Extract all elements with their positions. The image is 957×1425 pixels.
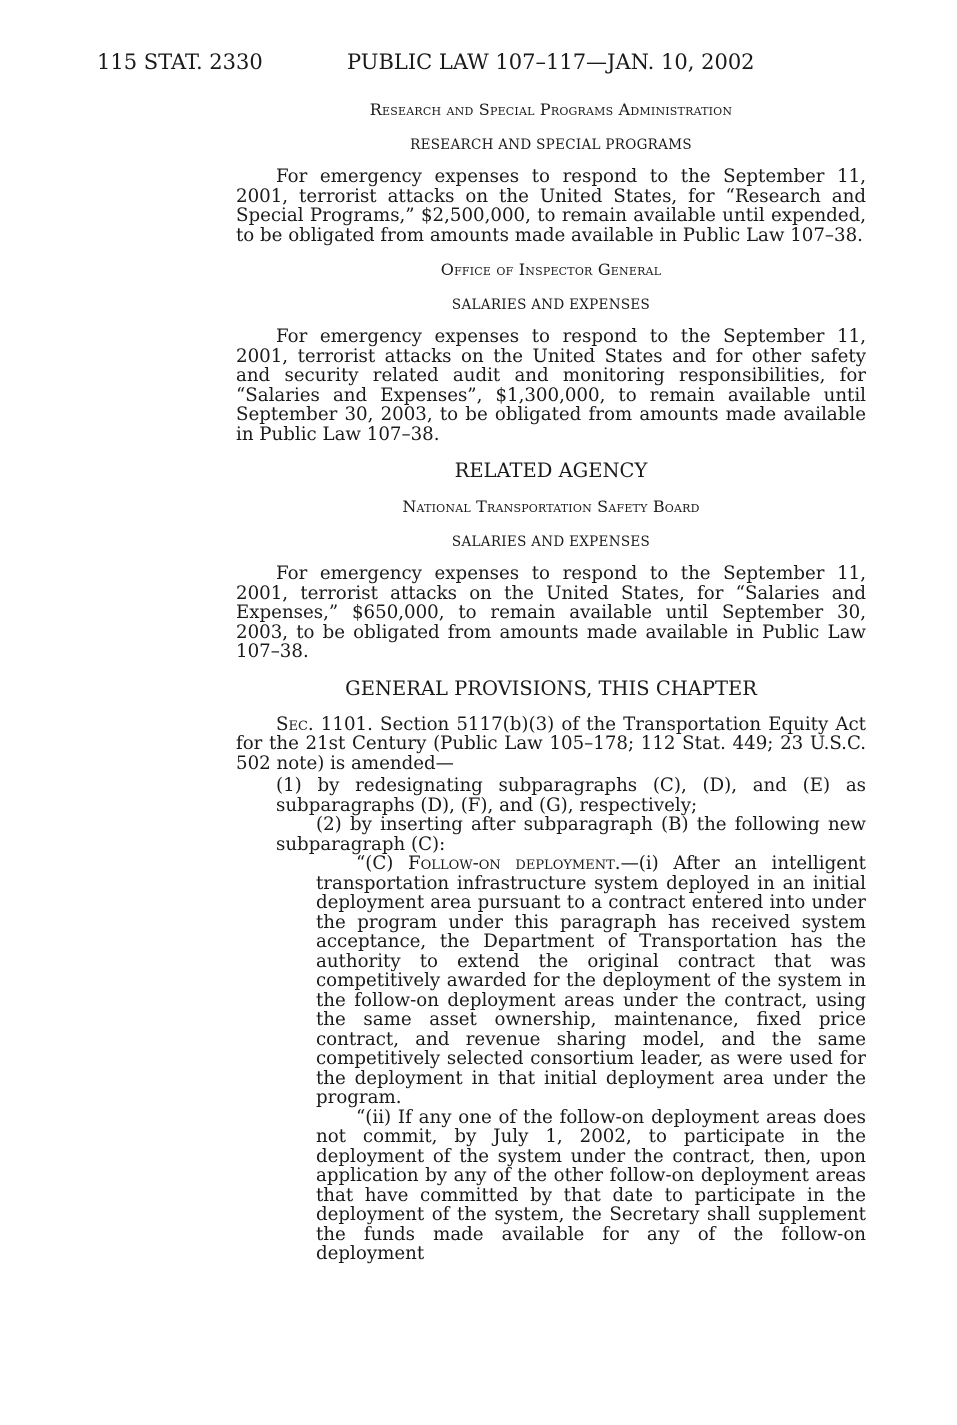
page-header bbox=[97, 50, 877, 80]
oig-subheading: SALARIES AND EXPENSES bbox=[451, 297, 651, 313]
subparagraph-c-label: “(C) Follow-on deployment. bbox=[356, 853, 621, 874]
oig-paragraph: For emergency expenses to respond to the September 11, 2001, terrorist attacks on the United States and for other safety and security related audit and monitoring responsibilities, for “Salaries and Expenses”, $1,300,000, to remain available until September 30, 2003, to be obligated from amounts made available in Public Law 107–38. bbox=[236, 326, 866, 445]
subparagraph-c-text: —(i) After an intelligent transportation infrastructure system deployed in an initial deployment area pursuant to a contract entered into under the program under this paragraph has received system acceptance, the Department of Transportation has the authority to extend the original contract that was competitively awarded for the deployment of the system in the follow-on deployment areas under the contract, using the same asset ownership, maintenance, fixed price contract, and revenue sharing model, and the same competitively selected consortium leader, as were used for the deployment in that initial deployment area under the program. bbox=[316, 853, 866, 1108]
ntsb-heading: National Transportation Safety Board bbox=[402, 497, 700, 516]
statute-page-number: 115 STAT. 2330 bbox=[97, 50, 263, 74]
section-label: Sec. 1101. bbox=[276, 713, 373, 735]
amendment-item-1-text: (1) by redesignating subparagraphs (C), (D), and (E) as subparagraphs (D), (F), and (G), respectively; bbox=[276, 775, 866, 816]
rspa-subheading: RESEARCH AND SPECIAL PROGRAMS bbox=[410, 137, 692, 153]
public-law-citation: PUBLIC LAW 107–117—JAN. 10, 2002 bbox=[347, 50, 755, 74]
amendment-item-2-text: (2) by inserting after subparagraph (B) the following new subparagraph (C): bbox=[276, 814, 866, 855]
subparagraph-c-ii bbox=[316, 1108, 866, 1264]
rspa-heading: Research and Special Programs Administration bbox=[369, 100, 733, 119]
general-provisions-heading: GENERAL PROVISIONS, THIS CHAPTER bbox=[345, 676, 757, 700]
oig-heading: Office of Inspector General bbox=[440, 260, 662, 279]
document-body bbox=[236, 100, 866, 1264]
subparagraph-c-ii-text: “(ii) If any one of the follow-on deployment areas does not commit, by July 1, 2002, to participate in the deployment of the system under the contract, then, upon application by any of the other follow-on deployment areas that have committed by that date to participate in the deployment of the system, the Secretary shall supplement the funds made available for any of the follow-on deployment bbox=[316, 1106, 866, 1264]
section-1101-paragraph bbox=[236, 715, 866, 774]
rspa-paragraph: For emergency expenses to respond to the September 11, 2001, terrorist attacks on the United States, for “Research and Special Programs,” $2,500,000, to remain available until expended, to be obligated from amounts made available in Public Law 107–38. bbox=[236, 166, 866, 246]
amendment-item-1 bbox=[276, 776, 866, 815]
subparagraph-c bbox=[316, 854, 866, 1108]
ntsb-paragraph: For emergency expenses to respond to the September 11, 2001, terrorist attacks on the United States, for “Salaries and Expenses,” $650,000, to remain available until September 30, 2003, to be obligated from amounts made available in Public Law 107–38. bbox=[236, 563, 866, 662]
related-agency-heading: RELATED AGENCY bbox=[454, 459, 648, 482]
ntsb-subheading: SALARIES AND EXPENSES bbox=[451, 534, 651, 550]
section-text: Section 5117(b)(3) of the Transportation Equity Act for the 21st Century (Public Law 105–178; 112 Stat. 449; 23 U.S.C. 502 note) is amended— bbox=[236, 713, 866, 774]
amendment-item-2 bbox=[276, 815, 866, 854]
